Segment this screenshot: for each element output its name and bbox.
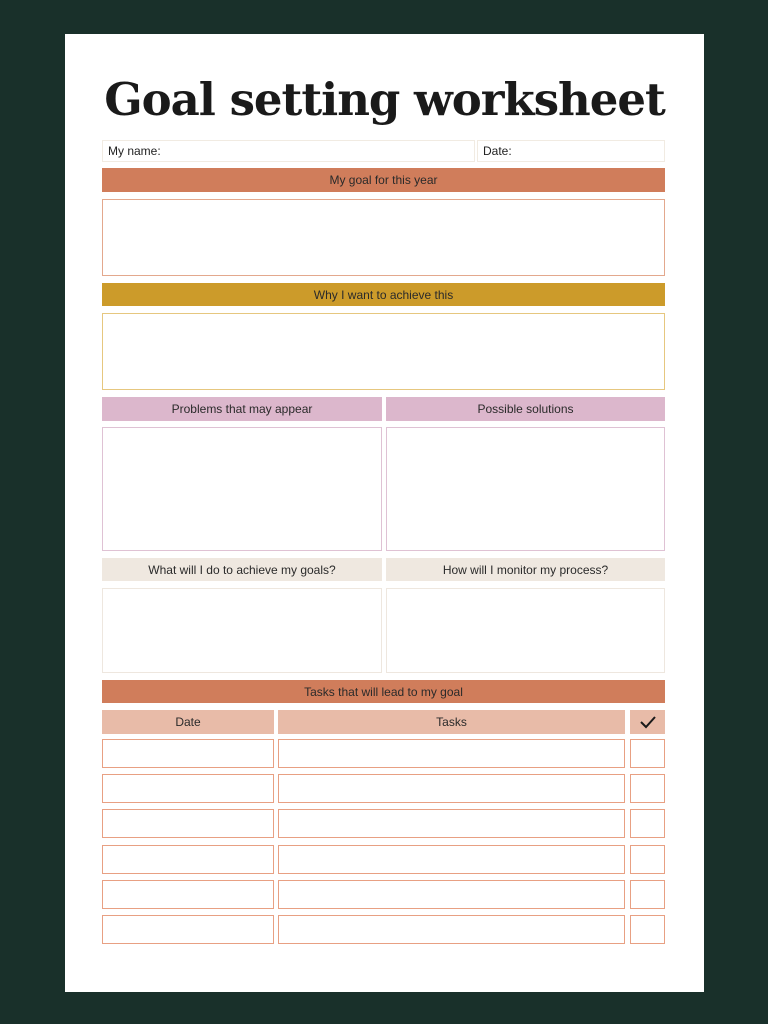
problems-box[interactable] [102, 427, 382, 551]
task-check-cell[interactable] [630, 774, 665, 803]
monitor-box[interactable] [386, 588, 665, 673]
goal-header: My goal for this year [102, 168, 665, 192]
actions-box[interactable] [102, 588, 382, 673]
name-label: My name: [108, 144, 161, 158]
task-date-cell[interactable] [102, 739, 274, 768]
tasks-header: Tasks that will lead to my goal [102, 680, 665, 703]
why-header: Why I want to achieve this [102, 283, 665, 306]
done-column-header [630, 710, 665, 734]
task-check-cell[interactable] [630, 739, 665, 768]
date-column-header: Date [102, 710, 274, 734]
task-text-cell[interactable] [278, 809, 625, 838]
solutions-box[interactable] [386, 427, 665, 551]
checkmark-icon [639, 715, 657, 729]
date-field[interactable] [477, 140, 665, 162]
task-text-cell[interactable] [278, 915, 625, 944]
solutions-header: Possible solutions [386, 397, 665, 421]
tasks-column-header: Tasks [278, 710, 625, 734]
why-box[interactable] [102, 313, 665, 390]
task-date-cell[interactable] [102, 774, 274, 803]
task-check-cell[interactable] [630, 845, 665, 874]
task-check-cell[interactable] [630, 809, 665, 838]
page-title: Goal setting worksheet [104, 73, 665, 126]
task-check-cell[interactable] [630, 915, 665, 944]
worksheet-page [65, 34, 704, 992]
goal-box[interactable] [102, 199, 665, 276]
task-date-cell[interactable] [102, 809, 274, 838]
actions-header: What will I do to achieve my goals? [102, 558, 382, 581]
task-text-cell[interactable] [278, 774, 625, 803]
task-text-cell[interactable] [278, 845, 625, 874]
task-date-cell[interactable] [102, 880, 274, 909]
task-text-cell[interactable] [278, 880, 625, 909]
monitor-header: How will I monitor my process? [386, 558, 665, 581]
task-date-cell[interactable] [102, 845, 274, 874]
task-check-cell[interactable] [630, 880, 665, 909]
task-text-cell[interactable] [278, 739, 625, 768]
date-label: Date: [483, 144, 512, 158]
problems-header: Problems that may appear [102, 397, 382, 421]
name-field[interactable] [102, 140, 475, 162]
task-date-cell[interactable] [102, 915, 274, 944]
